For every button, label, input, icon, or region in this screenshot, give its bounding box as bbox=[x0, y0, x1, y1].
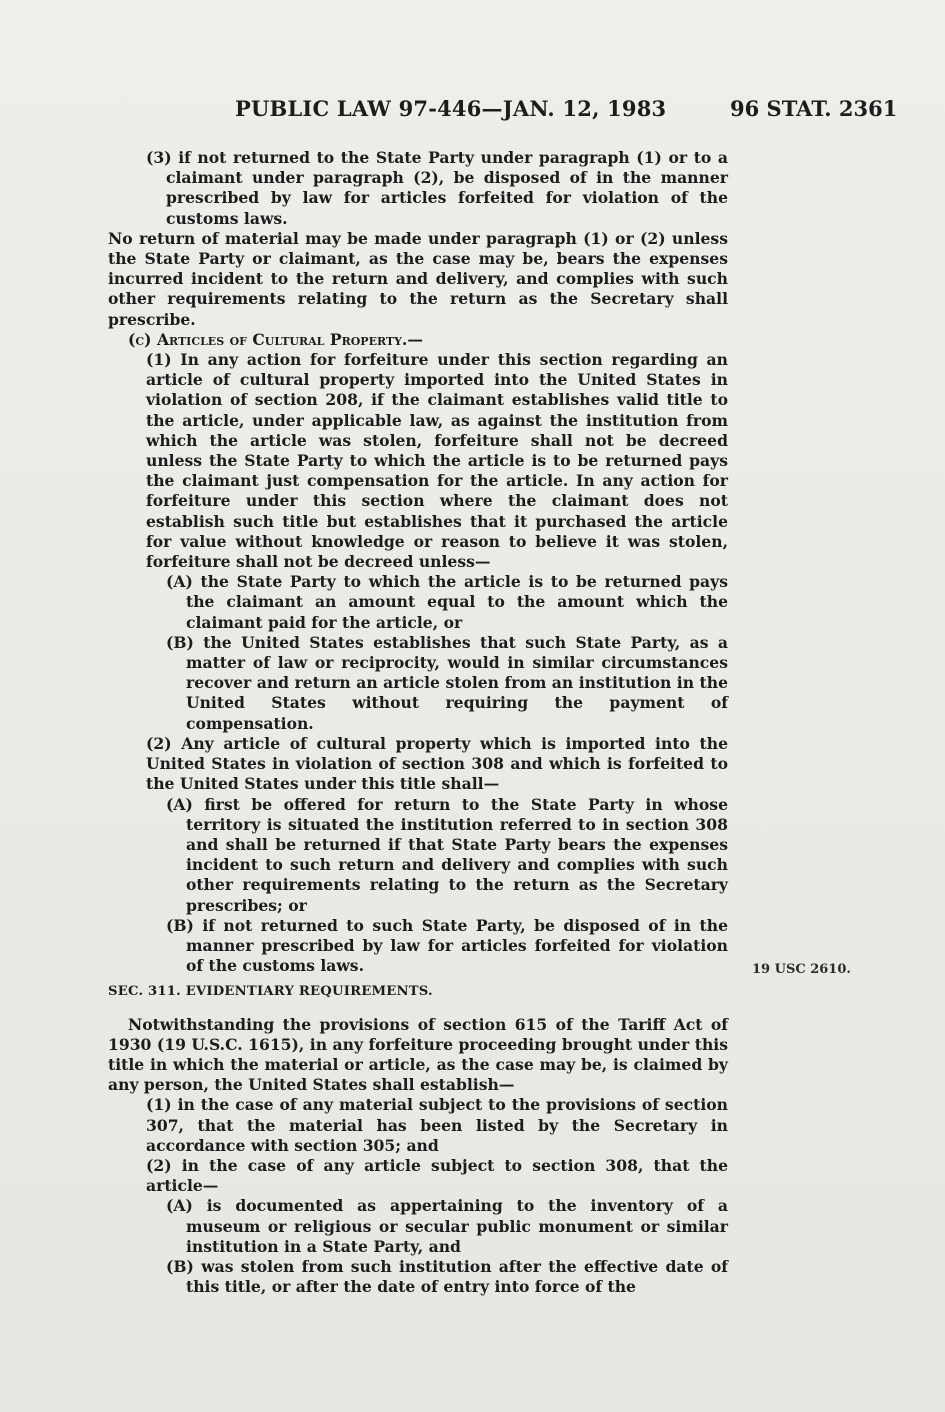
paragraph-sec311-intro: Notwithstanding the provisions of section 615 of the Tariff Act of 1930 (19 U.S.C. 1615), in any forfeiture proceeding brought under this title in which the material or article, as the case may be, is claimed by any person, the United States shall establish— bbox=[108, 1014, 728, 1095]
paragraph-sec311-2b: (B) was stolen from such institution after the effective date of this title, or after the date of entry into force of the bbox=[166, 1256, 728, 1297]
paragraph-no-return: No return of material may be made under paragraph (1) or (2) unless the State Party or claimant, as the case may be, bears the expenses incurred incident to the return and delivery, and complies with such other requirements relating to the return as the Secretary shall prescribe. bbox=[108, 228, 728, 329]
paragraph-a3: (3) if not returned to the State Party under paragraph (1) or to a claimant under paragraph (2), be disposed of in the manner prescribed by law for articles forfeited for violation of the customs laws. bbox=[146, 148, 728, 228]
paragraph-c1-a: (A) the State Party to which the article is to be returned pays the claimant an amount equal to the amount which the claimant paid for the article, or bbox=[166, 572, 728, 632]
paragraph-sec311-2: (2) in the case of any article subject to section 308, that the article— bbox=[146, 1155, 728, 1196]
body-text bbox=[108, 148, 728, 1297]
section-311-heading: SEC. 311. EVIDENTIARY REQUIREMENTS. bbox=[108, 984, 433, 1000]
paragraph-c1-text: (1) In any action for forfeiture under this section regarding an article of cultural property imported into the United States in violation of section 208, if the claimant establishes valid title to the article, under applicable law, as against the institution from which the article was stolen, forfeiture shall not be decreed unless the State Party to which the article is to be returned pays the claimant just compensation for the article. In any action for forfeiture under this section where the claimant does not establish such title but establishes that it purchased the article for value without knowledge or reason to believe it was stolen, forfeiture shall not be decreed unless— bbox=[146, 350, 728, 572]
paragraph-c2-a: (A) first be offered for return to the State Party in whose territory is situated the institution referred to in section 308 and shall be returned if that State Party bears the expenses incident to such return and delivery and complies with such other requirements relating to the return as the Secretary prescribes; or bbox=[166, 794, 728, 915]
header-title: PUBLIC LAW 97-446—JAN. 12, 1983 bbox=[235, 96, 667, 121]
paragraph-c2: (2) Any article of cultural property which is imported into the United States in violation of section 308 and which is forfeited to the United States under this title shall— bbox=[146, 733, 728, 794]
paragraph-c2-b: (B) if not returned to such State Party, be disposed of in the manner prescribed by law for articles forfeited for violation of the customs laws. bbox=[166, 915, 728, 976]
paragraph-c1 bbox=[108, 350, 728, 572]
paragraph-sec311-1: (1) in the case of any material subject to the provisions of section 307, that the material has been listed by the Secretary in accordance with section 305; and bbox=[146, 1095, 728, 1155]
paragraph-sec311-2a: (A) is documented as appertaining to the inventory of a museum or religious or secular public monument or similar institution in a State Party, and bbox=[166, 1196, 728, 1256]
running-header bbox=[0, 96, 945, 122]
subsection-c-heading: (c) Articles of Cultural Property.— bbox=[128, 329, 423, 349]
paragraph-c1-b: (B) the United States establishes that such State Party, as a matter of law or reciprocity, would in similar circumstances recover and return an article stolen from an institution in the United States without requiring the payment of compensation. bbox=[166, 632, 728, 733]
statute-page-number: 96 STAT. 2361 bbox=[730, 96, 898, 121]
margin-citation-sec311: 19 USC 2610. bbox=[752, 962, 851, 977]
